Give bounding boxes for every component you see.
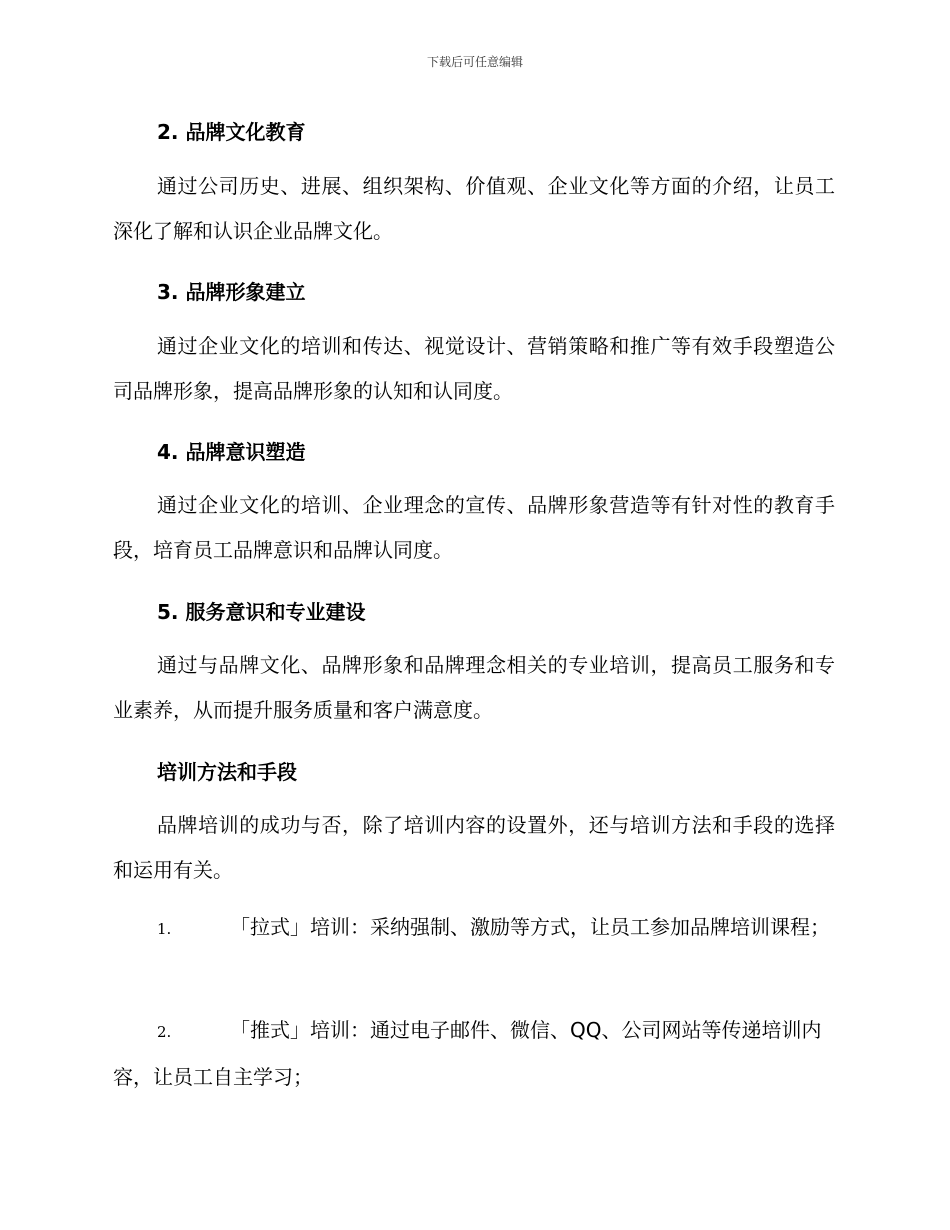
section-paragraph: 通过公司历史、进展、组织架构、价值观、企业文化等方面的介绍，让员工深化了解和认识企业品牌文化。 (113, 174, 835, 243)
list-text: 「拉式」培训：采纳强制、激励等方式，让员工参加品牌培训课程； (230, 915, 830, 939)
section-paragraph: 通过与品牌文化、品牌形象和品牌理念相关的专业培训，提高员工服务和专业素养，从而提升服务质量和客户满意度。 (113, 653, 835, 722)
list-number: 1. (157, 920, 172, 938)
section-paragraph: 通过企业文化的培训和传达、视觉设计、营销策略和推广等有效手段塑造公司品牌形象，提高品牌形象的认知和认同度。 (113, 334, 835, 403)
list-item (113, 905, 835, 952)
list-number: 2. (157, 1023, 172, 1041)
section-heading: 培训方法和手段 (157, 760, 297, 784)
section-heading: 3. 品牌形象建立 (157, 280, 306, 304)
section-paragraph: 通过企业文化的培训、企业理念的宣传、品牌形象营造等有针对性的教育手段，培育员工品牌意识和品牌认同度。 (113, 493, 835, 562)
section-heading: 4. 品牌意识塑造 (157, 440, 306, 464)
page-header: 下载后可任意编辑 (426, 55, 523, 69)
section-paragraph: 品牌培训的成功与否，除了培训内容的设置外，还与培训方法和手段的选择和运用有关。 (113, 813, 835, 882)
section-heading: 2. 品牌文化教育 (157, 120, 306, 144)
list-item (113, 1008, 835, 1100)
list-text: 「推式」培训：通过电子邮件、微信、QQ、公司网站等传递培训内容，让员工自主学习； (113, 1018, 822, 1089)
section-heading: 5. 服务意识和专业建设 (157, 600, 366, 624)
